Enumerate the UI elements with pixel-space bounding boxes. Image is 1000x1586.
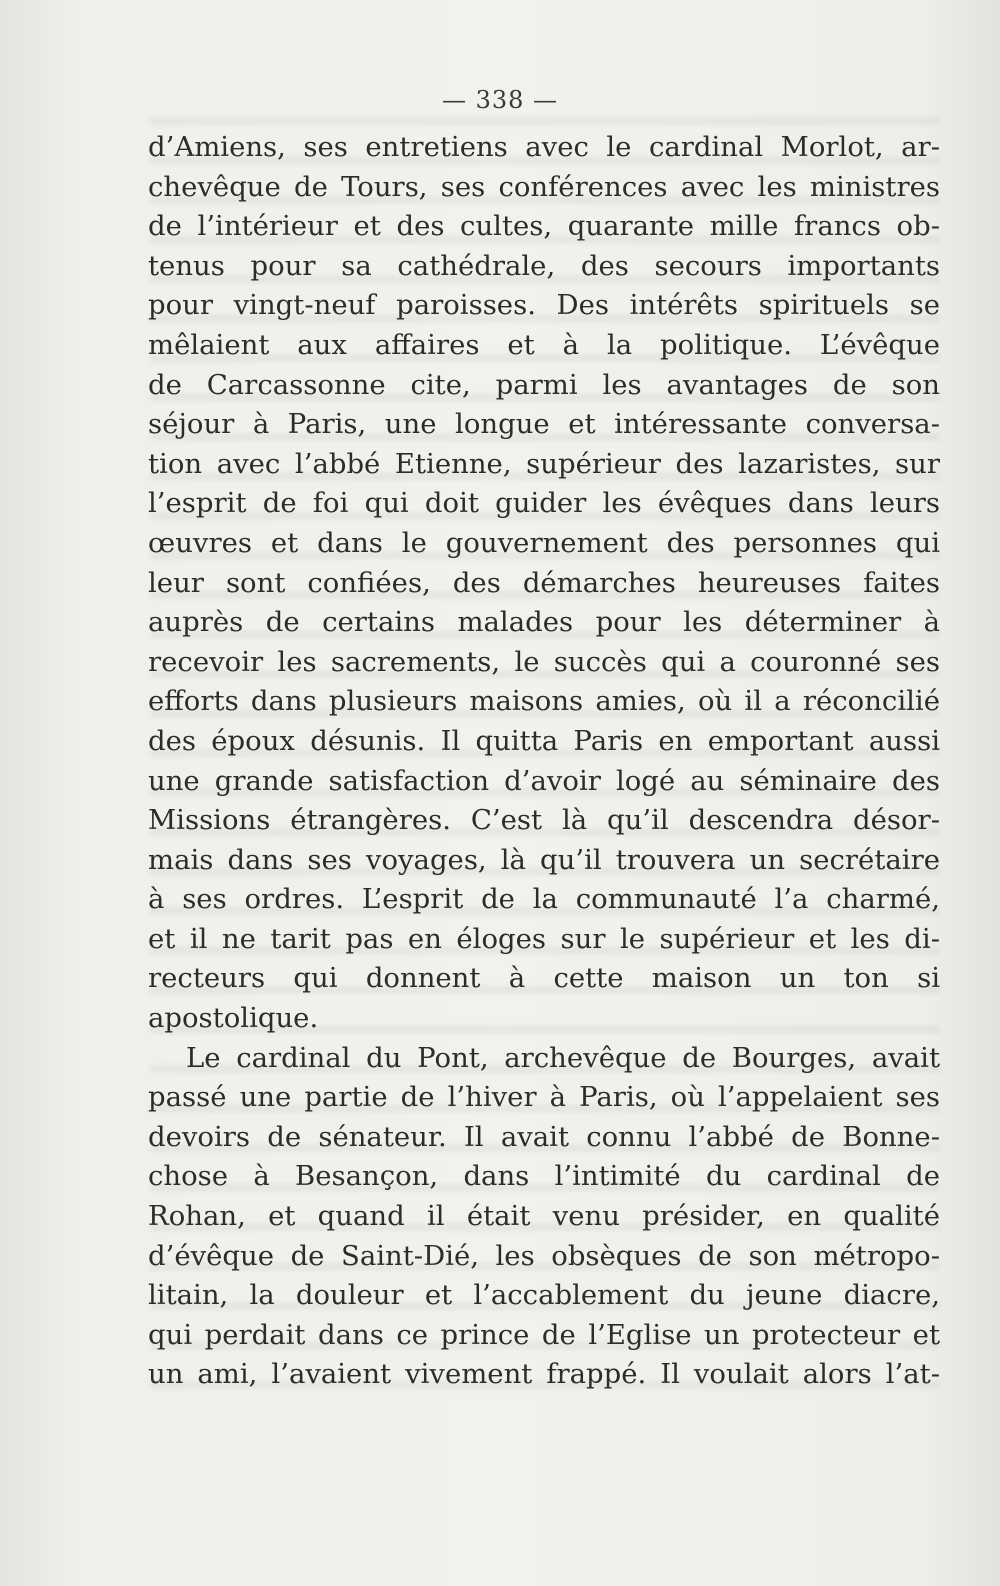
text-line: efforts dans plusieurs maisons amies, où il a réconcilié (148, 685, 940, 718)
text-line: mêlaient aux affaires et à la politique. L’évêque (148, 328, 940, 361)
text-line: devoirs de sénateur. Il avait connu l’abbé de Bonne- (148, 1120, 940, 1153)
text-line: de l’intérieur et des cultes, quarante mille francs ob- (148, 210, 940, 243)
text-line: à ses ordres. L’esprit de la communauté l’a charmé, (148, 883, 940, 916)
text-line: chevêque de Tours, ses conférences avec les ministres (148, 170, 940, 203)
text-line: Le cardinal du Pont, archevêque de Bourges, avait (186, 1041, 940, 1074)
text-line: chose à Besançon, dans l’intimité du cardinal de (148, 1160, 940, 1193)
text-line: l’esprit de foi qui doit guider les évêques dans leurs (148, 487, 940, 520)
text-line: et il ne tarit pas en éloges sur le supérieur et les di- (148, 922, 940, 955)
text-line: tion avec l’abbé Etienne, supérieur des lazaristes, sur (148, 447, 940, 480)
text-line: passé une partie de l’hiver à Paris, où l’appelaient ses (148, 1081, 940, 1114)
text-line: d’évêque de Saint-Dié, les obsèques de son métropo- (148, 1239, 940, 1272)
text-line: de Carcassonne cite, parmi les avantages de son (148, 368, 940, 401)
paragraph-2 (148, 1039, 940, 1395)
text-line: pour vingt-neuf paroisses. Des intérêts spirituels se (148, 289, 940, 322)
text-line: recevoir les sacrements, le succès qui a couronné ses (148, 645, 940, 678)
paragraph-1 (148, 128, 940, 1039)
text-line: litain, la douleur et l’accablement du jeune diacre, (148, 1279, 940, 1312)
text-line: œuvres et dans le gouvernement des personnes qui (148, 526, 940, 559)
text-line: un ami, l’avaient vivement frappé. Il voulait alors l’at- (148, 1358, 940, 1391)
text-line: Rohan, et quand il était venu présider, en qualité (148, 1200, 940, 1233)
text-line: tenus pour sa cathédrale, des secours importants (148, 249, 940, 282)
text-line: mais dans ses voyages, là qu’il trouvera un secrétaire (148, 843, 940, 876)
text-line: des époux désunis. Il quitta Paris en emportant aussi (148, 724, 940, 757)
text-line: recteurs qui donnent à cette maison un ton si (148, 962, 940, 995)
text-line: qui perdait dans ce prince de l’Eglise un protecteur et (148, 1318, 940, 1351)
text-line: d’Amiens, ses entretiens avec le cardinal Morlot, ar- (148, 131, 940, 163)
text-line: Missions étrangères. C’est là qu’il descendra désor- (148, 804, 940, 837)
text-line: auprès de certains malades pour les déterminer à (148, 606, 940, 639)
text-line: leur sont confiées, des démarches heureuses faites (148, 566, 940, 599)
text-line: séjour à Paris, une longue et intéressante conversa- (148, 408, 940, 441)
text-line: une grande satisfaction d’avoir logé au séminaire des (148, 764, 940, 797)
page-number: — 338 — (441, 86, 559, 114)
text-line: apostolique. (148, 1002, 319, 1035)
body-text (148, 128, 940, 1395)
